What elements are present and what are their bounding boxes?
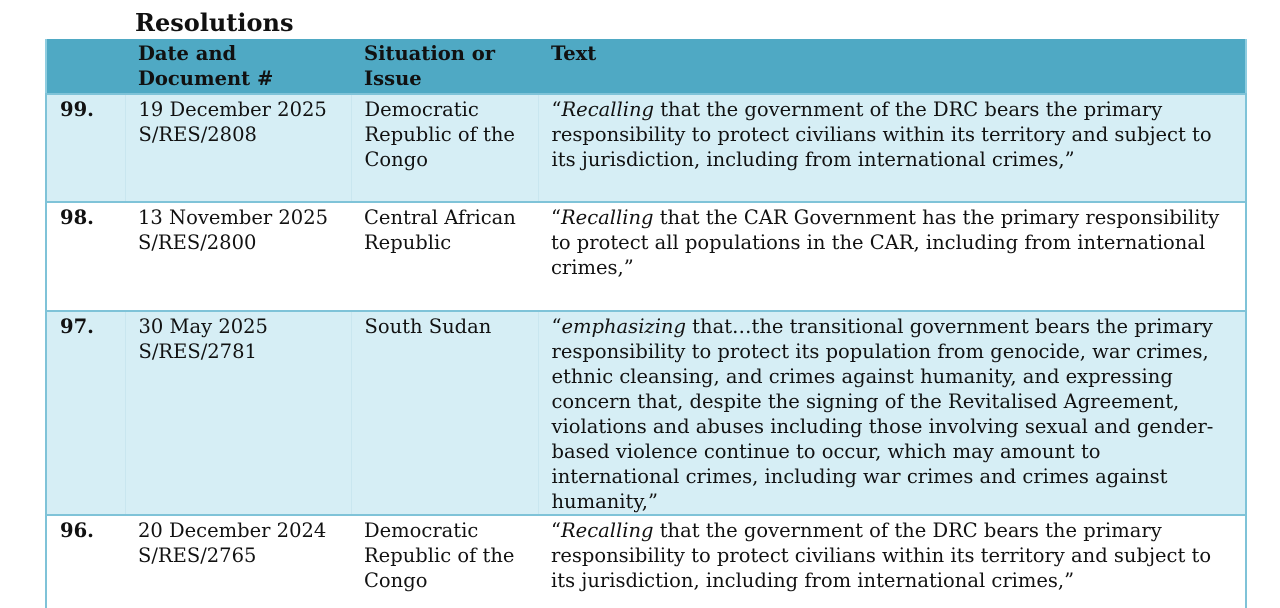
row-number: 98. (46, 202, 125, 311)
header-situation-line-2: Issue (364, 67, 422, 90)
quote-open: “ (551, 315, 562, 338)
section-heading: Resolutions (135, 8, 294, 37)
row-situation-line: Republic of the (364, 123, 515, 146)
row-date: 13 November 2025 (138, 206, 329, 229)
row-situation (351, 202, 538, 311)
row-document-number: S/RES/2808 (138, 123, 257, 146)
header-date-line-1: Date and (138, 42, 237, 65)
header-situation-line-1: Situation or (364, 42, 495, 65)
row-text-lead: emphasizing (561, 315, 686, 338)
quote-open: “ (551, 519, 561, 542)
row-number: 99. (46, 94, 125, 202)
row-number: 96. (46, 515, 125, 608)
row-number: 97. (46, 311, 125, 515)
quote-open: “ (551, 206, 561, 229)
row-text-lead: Recalling (561, 98, 655, 121)
table-row (46, 311, 1246, 515)
table-row (46, 202, 1246, 311)
row-text-body: that the government of the DRC bears the primary responsibility to protect civilians within its territory and subject to its jurisdiction, including from international crimes,” (551, 519, 1212, 592)
row-situation (351, 311, 538, 515)
quote-open: “ (551, 98, 562, 121)
row-situation-line: South Sudan (364, 315, 492, 338)
row-situation-line: Congo (364, 569, 428, 592)
table-row (46, 515, 1246, 608)
row-text (538, 515, 1246, 608)
row-situation-line: Republic (364, 231, 452, 254)
row-date-doc (125, 311, 351, 515)
row-situation-line: Democratic (364, 519, 479, 542)
row-text (538, 202, 1246, 311)
header-text: Text (538, 39, 1246, 94)
row-situation (351, 94, 538, 202)
table-header-row (46, 39, 1246, 94)
row-text-body: that the government of the DRC bears the primary responsibility to protect civilians within its territory and subject to its jurisdiction, including from international crimes,” (551, 98, 1212, 171)
row-date-doc (125, 202, 351, 311)
table-row (46, 94, 1246, 202)
header-number (46, 39, 125, 94)
row-date-doc (125, 515, 351, 608)
row-situation-line: Republic of the (364, 544, 515, 567)
header-situation (351, 39, 538, 94)
row-date: 19 December 2025 (138, 98, 327, 121)
row-situation-line: Central African (364, 206, 516, 229)
header-date (125, 39, 351, 94)
row-document-number: S/RES/2800 (138, 231, 257, 254)
resolutions-table (45, 39, 1247, 608)
row-date-doc (125, 94, 351, 202)
row-text (538, 94, 1246, 202)
row-document-number: S/RES/2781 (138, 340, 257, 363)
row-text-lead: Recalling (560, 206, 654, 229)
row-date: 20 December 2024 (138, 519, 327, 542)
row-document-number: S/RES/2765 (138, 544, 257, 567)
row-text (538, 311, 1246, 515)
row-situation-line: Democratic (364, 98, 479, 121)
row-text-body: that the CAR Government has the primary responsibility to protect all populations in the CAR, including from international crimes,” (551, 206, 1220, 279)
header-date-line-2: Document # (138, 67, 274, 90)
row-text-lead: Recalling (560, 519, 654, 542)
row-situation-line: Congo (364, 148, 428, 171)
row-situation (351, 515, 538, 608)
row-date: 30 May 2025 (138, 315, 268, 338)
row-text-body: that…the transitional government bears the primary responsibility to protect its population from genocide, war crimes, ethnic cleansing, and crimes against humanity, and expressing concern that, despite the signing of the Revitalised Agreement, violations and abuses including those involving sexual and gender-based violence continue to occur, which may amount to international crimes, including war crimes and crimes against humanity,” (551, 315, 1214, 513)
